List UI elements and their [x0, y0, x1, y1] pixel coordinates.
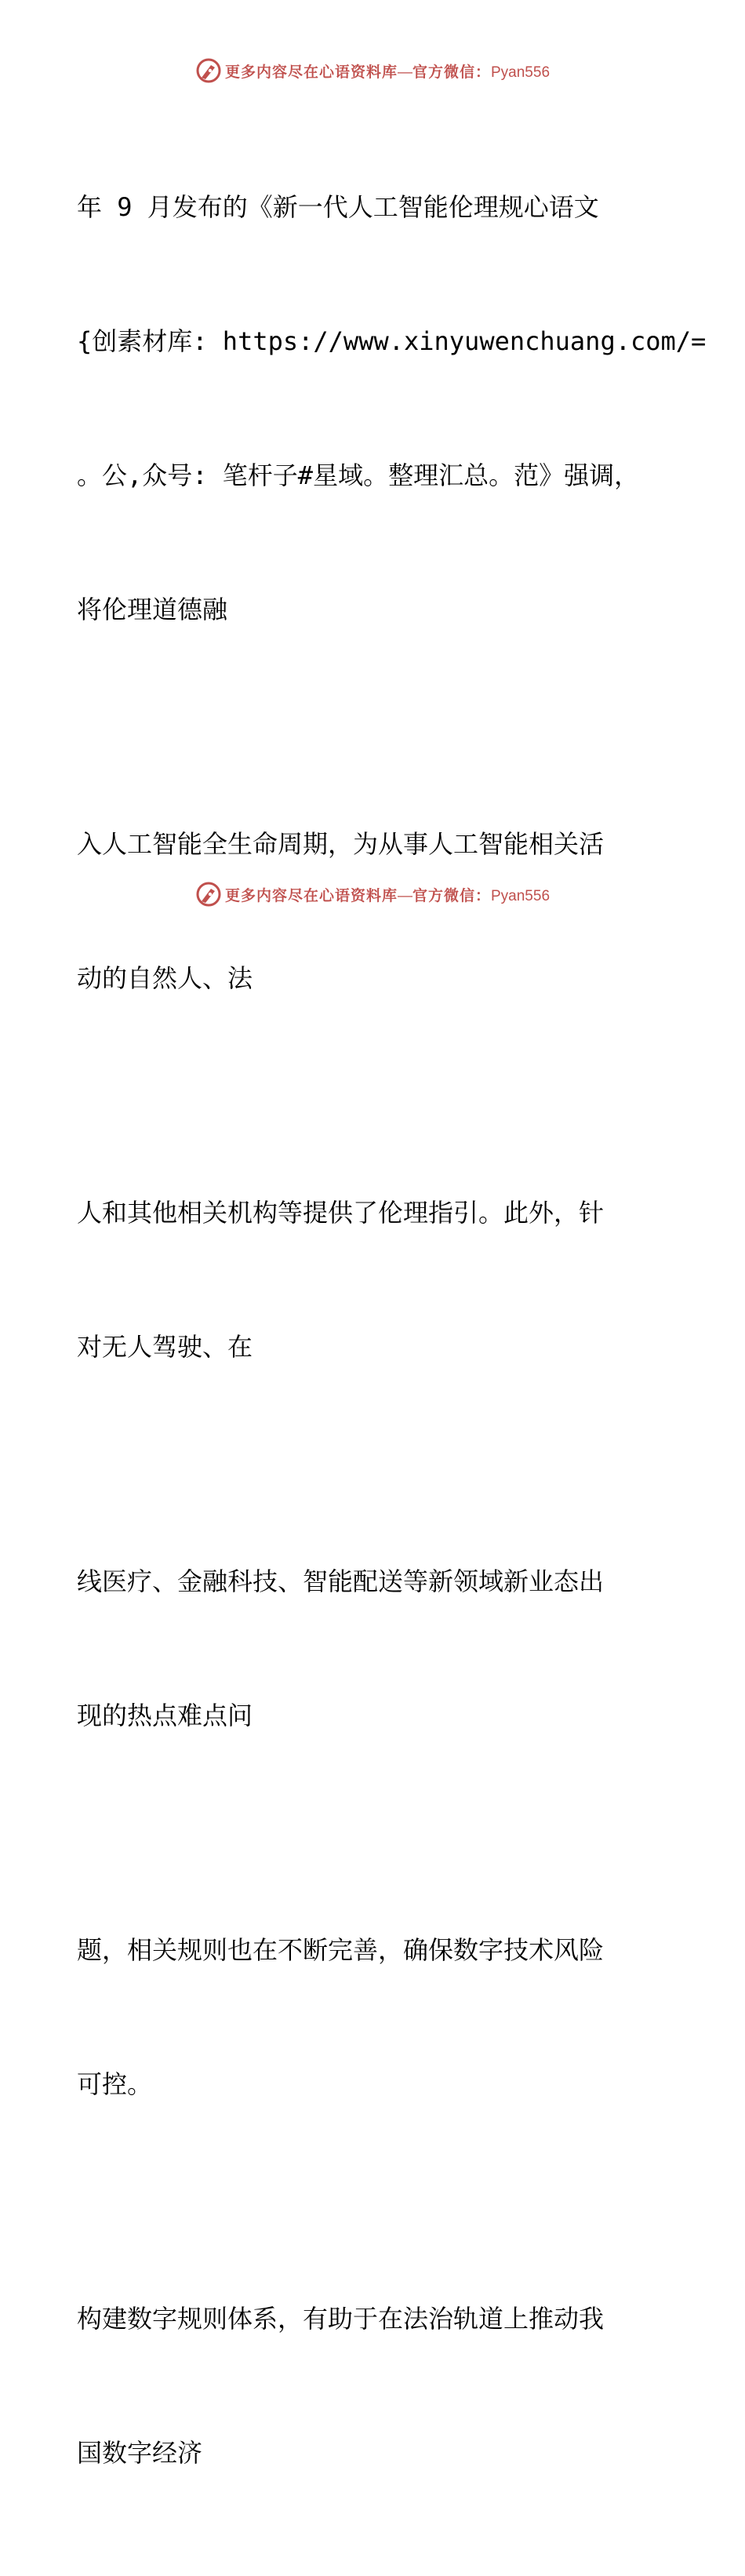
text-line: 动的自然人、法	[77, 963, 253, 993]
pen-nib-logo-icon	[195, 57, 222, 84]
watermark-content	[195, 57, 550, 84]
paragraph	[77, 2207, 657, 2565]
watermark-dash: —	[397, 887, 412, 904]
watermark-dash: —	[397, 64, 412, 81]
pen-nib-logo-icon	[195, 881, 222, 908]
text-line: 入人工智能全生命周期，为从事人工智能相关活	[77, 829, 605, 859]
text-line: 可控。	[77, 2069, 153, 2099]
text-line: {创素材库: https://www.xinyuwenchuang.com/=	[77, 326, 707, 356]
watermark-wechat-id: Pyan556	[491, 887, 551, 904]
paragraph	[77, 1839, 657, 2196]
paragraph	[77, 1470, 657, 1828]
paragraph	[77, 96, 707, 722]
watermark-text	[225, 60, 550, 82]
footer-watermark-banner	[0, 879, 745, 910]
text-line: 构建数字规则体系，有助于在法治轨道上推动我	[77, 2304, 605, 2334]
watermark-wechat-id: Pyan556	[491, 64, 551, 81]
text-line: 将伦理道德融	[77, 595, 228, 624]
watermark-site-name: 更多内容尽在心语资料库	[224, 886, 398, 904]
text-line: 线医疗、金融科技、智能配送等新领域新业态出	[77, 1566, 605, 1596]
header-watermark-banner	[0, 55, 745, 86]
watermark-official-label: 官方微信：	[412, 886, 491, 904]
text-line: 对无人驾驶、在	[77, 1332, 253, 1362]
text-line: 人和其他相关机构等提供了伦理指引。此外，针	[77, 1198, 605, 1228]
watermark-content	[195, 881, 550, 908]
watermark-text	[225, 884, 550, 905]
text-line: 年 9 月发布的《新一代人工智能伦理规心语文	[77, 192, 599, 222]
watermark-site-name: 更多内容尽在心语资料库	[224, 63, 398, 81]
text-line: 国数字经济	[77, 2438, 203, 2468]
text-line: 。公,众号: 笔杆子#星域。整理汇总。范》强调，	[77, 460, 640, 490]
paragraph	[77, 733, 657, 1090]
watermark-official-label: 官方微信：	[412, 63, 491, 81]
text-line: 题，相关规则也在不断完善，确保数字技术风险	[77, 1935, 605, 1965]
paragraph	[77, 1101, 657, 1459]
document-body	[77, 96, 707, 2576]
text-line: 现的热点难点问	[77, 1701, 253, 1730]
